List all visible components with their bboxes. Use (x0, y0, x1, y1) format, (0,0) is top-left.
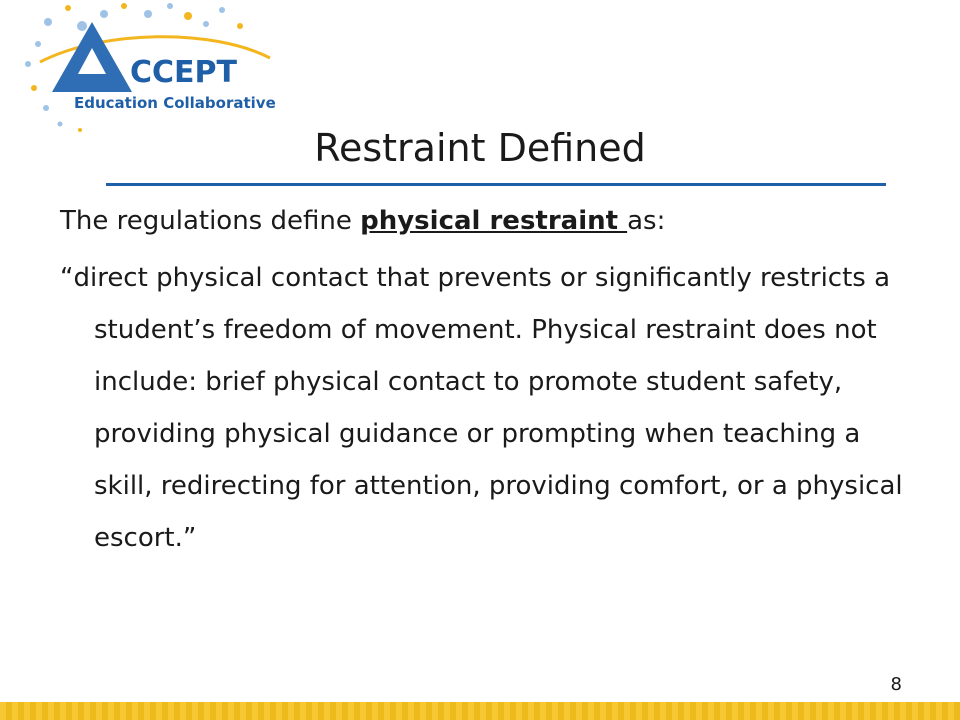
logo-brand-sub: Education Collaborative (74, 94, 276, 112)
definition-intro (60, 196, 910, 246)
slide-body (60, 196, 910, 564)
intro-before: The regulations define (60, 206, 361, 236)
accept-logo (12, 0, 282, 135)
slide-title: Restraint Defined (314, 126, 646, 170)
definition-quote: “direct physical contact that prevents or significantly restricts a student’s freedom of movement. Physical restraint does not include: brief physical contact to promote student safety, providing physical guidance or prompting when teaching a skill, redirecting for attention, providing comfort, or a physical escort.” (60, 263, 903, 553)
defined-term: physical restraint (360, 206, 628, 236)
intro-after: as: (627, 206, 666, 236)
title-divider (106, 183, 886, 186)
footer-bar-texture (0, 702, 960, 720)
page-number: 8 (890, 674, 902, 695)
logo-brand-main: CCEPT (130, 55, 237, 90)
